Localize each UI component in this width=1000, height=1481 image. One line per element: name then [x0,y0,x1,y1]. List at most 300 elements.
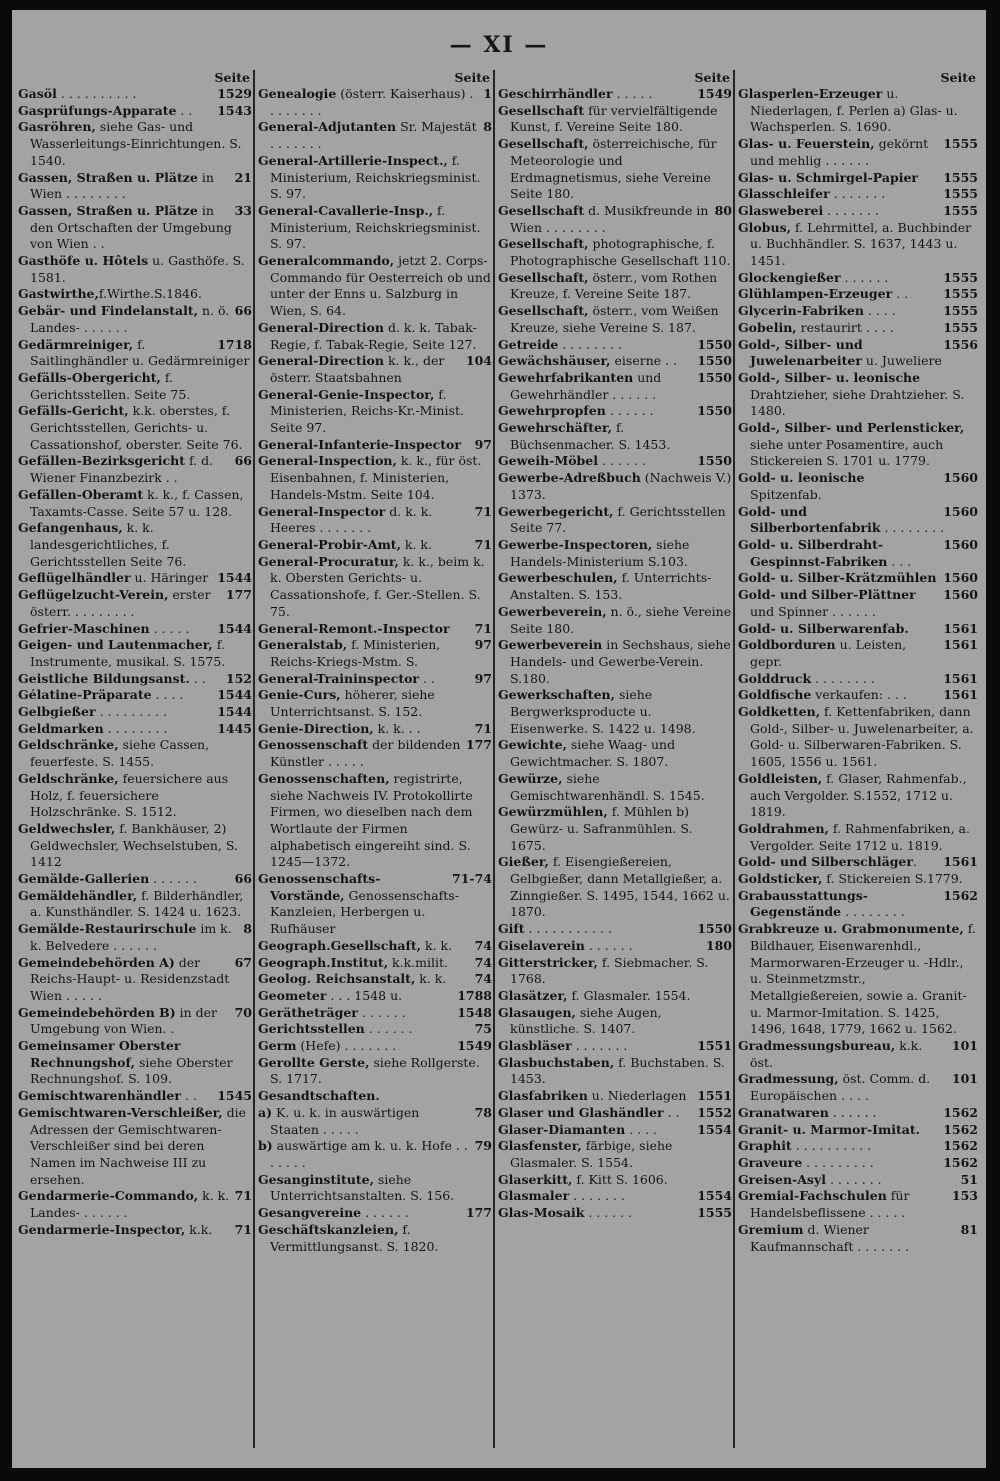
entry-term: Golddruck [738,670,812,686]
entry-term: Granatwaren [738,1104,829,1120]
index-entry [498,604,732,637]
index-entry [258,771,492,871]
entry-term: Goldrahmen, [738,820,829,836]
index-entry [258,203,492,253]
entry-page-ref: 1562 [939,888,978,905]
entry-term: Gradmessungsbureau, [738,1038,896,1054]
entry-page-ref: 1550 [693,403,732,420]
entry-term: General-Inspector [258,503,386,519]
index-entry [258,1138,492,1171]
entry-term: Gewürzmühlen, [498,804,608,820]
index-entry [18,621,252,638]
entry-page-ref: 1544 [213,570,252,587]
entry-page-ref: 1562 [939,1155,978,1172]
entry-term: Gemälde-Gallerien [18,871,150,887]
entry-text: Sr. Majestät . . . . . . . [270,119,477,152]
index-entry [18,1222,252,1239]
index-entry [738,621,978,638]
entry-term: Genie-Direction, [258,720,374,736]
entry-term: Geldschränke, [18,737,119,753]
entry-page-ref: 104 [462,353,492,370]
index-entry [18,487,252,520]
entry-page-ref: 1560 [939,570,978,587]
entry-term: Gerichtsstellen [258,1021,365,1037]
entry-term: General-Inspection, [258,453,397,469]
index-entry [258,1005,492,1022]
entry-page-ref: 1560 [939,470,978,487]
entry-term: Geldschränke, [18,770,119,786]
index-entry [18,303,252,336]
index-entry [18,687,252,704]
entry-text: siehe Gas- und Wasserleitungs-Einrichtungen. S. 1540. [30,119,242,168]
entry-page-ref: 74 [471,938,492,955]
entry-term: Gold-, Silber- u. leonische [738,369,921,385]
entry-term: Gemäldehändler, [18,887,138,903]
entry-page-ref: 71 [231,1188,252,1205]
index-entry [498,637,732,687]
entry-text: siehe Cassen, feuerfeste. S. 1455. [30,737,210,770]
index-entry [258,721,492,738]
index-entry [498,370,732,403]
entry-page-ref: 1 [479,86,492,103]
entry-term: Glasbuchstaben, [498,1054,615,1070]
index-entry [18,103,252,120]
entry-term: Graveure [738,1155,803,1170]
entry-term: Gold- u. Silberdraht-Gespinnst-Fabriken [738,536,888,569]
entry-term: Greisen-Asyl [738,1171,826,1187]
entry-term: Gefrier-Maschinen [18,620,150,636]
entry-page-ref: 1544 [213,687,252,704]
entry-text: n. ö., siehe Vereine Seite 180. [510,603,732,636]
entry-text: färbige, siehe Glasmaler. S. 1554. [510,1138,673,1170]
entry-text: K. u. k. in auswärtigen Staaten . . . . . [270,1104,420,1137]
index-entry [498,337,732,354]
entry-page-ref: 180 [702,938,732,955]
entry-text: Spitzenfab. [750,486,822,502]
index-entry [18,704,252,721]
index-entry [18,1038,252,1088]
entry-text: . . [189,670,206,686]
entry-term: Gefälls-Obergericht, [18,369,161,385]
index-column-1 [18,70,252,1448]
entry-text: k. k. [415,971,447,987]
entry-term: Glasweberei [738,202,824,218]
entry-term: a) [258,1104,273,1120]
entry-page-ref: 66 [231,453,252,470]
entry-text: f. Ministerium, Reichskriegsminist. S. 97. [270,202,481,252]
entry-page-ref: 1555 [939,186,978,203]
index-entry [498,1038,732,1055]
entry-page-ref: 1561 [939,687,978,704]
entry-term: Gedärmreiniger, [18,336,134,352]
entry-page-ref: 1788 [453,988,492,1005]
index-entry [738,570,978,587]
entry-term: Geweih-Möbel [498,453,598,469]
entry-text: und Gewehrhändler . . . . . . [510,369,662,402]
entry-text: . . . . . [149,620,190,636]
index-entry [18,403,252,453]
entry-text: f. Siebmacher. S. 1768. [510,954,709,987]
index-entry [498,771,732,804]
entry-term: Geometer [258,987,327,1003]
entry-text: f. Ministerium, Reichskriegsminist. S. 97. [270,152,481,202]
index-entry [18,286,252,303]
entry-term: Getreide [498,336,559,352]
entry-term: General-Cavallerie-Insp., [258,202,434,218]
index-entry [498,236,732,269]
index-entry [258,971,492,988]
index-entry [738,821,978,854]
entry-page-ref: 1529 [213,86,252,103]
entry-term: Gasöl [18,86,57,101]
entry-text: f. d. Wiener Finanzbezirk . . [30,453,214,486]
entry-page-ref: 1552 [693,1105,732,1122]
entry-text: . . . . [151,687,184,703]
entry-text: siehe Unterrichtsanstalten. S. 156. [270,1171,455,1204]
entry-text: . . . . . . [584,1205,633,1221]
entry-term: Gemeindebehörden A) [18,954,175,970]
index-entry [258,353,492,386]
index-entry [258,621,492,638]
entry-page-ref: 1549 [693,86,732,103]
entry-page-ref: 97 [471,437,492,454]
index-entry [738,203,978,220]
entry-term: Gold- und Silber-Plättner [738,587,916,603]
entry-page-ref: 8 [479,119,492,136]
entry-term: Grabausstattungs-Gegenstände [738,887,868,920]
entry-text: u. Häringer [130,570,209,586]
index-entry [18,737,252,770]
index-entry [258,554,492,621]
entry-page-ref: 66 [231,871,252,888]
entry-term: Geigen- und Lautenmacher, [18,637,213,653]
entry-page-ref: 1561 [939,621,978,638]
entry-term: Gendarmerie-Commando, [18,1188,199,1204]
entry-term: Glas- u. Feuerstein, [738,136,875,152]
index-entry [258,537,492,554]
entry-page-ref: 1561 [939,671,978,688]
entry-term: Gélatine-Präparate [18,687,152,703]
index-entry [498,1088,732,1105]
entry-term: Gasthöfe u. Hôtels [18,253,149,269]
entry-text: . . . . . . . . . [95,704,168,720]
index-entry [498,136,732,203]
index-entry [18,871,252,888]
index-entry [738,687,978,704]
entry-term: Geflügelzucht-Verein, [18,587,169,603]
index-entry [738,286,978,303]
entry-term: Glasschleifer [738,186,830,202]
page-number: — XI — [449,32,549,58]
entry-page-ref: 70 [231,1005,252,1022]
index-entry [498,303,732,336]
entry-page-ref: 67 [231,955,252,972]
entry-text: k. k. [400,536,432,552]
entry-page-ref: 1550 [693,453,732,470]
entry-page-ref: 97 [471,671,492,688]
entry-page-ref: 21 [231,170,252,187]
index-entry [18,771,252,821]
entry-term: Globus, [738,219,791,235]
entry-text: und Spinner . . . . . . [750,603,876,619]
entry-term: Gobelin, [738,319,797,335]
entry-text: siehe Oberster Rechnungshof. S. 109. [30,1054,233,1087]
index-entry [18,520,252,570]
entry-term: Gesellschaft [498,102,585,118]
entry-text: die Adressen der Gemischtwaren-Verschleißer sind bei deren Namen im Nachweise III zu ersehen. [30,1104,247,1187]
entry-text: siehe Handels-Ministerium S.103. [510,536,690,569]
index-entry [738,86,978,136]
entry-term: Gefällen-Bezirksgericht [18,453,185,469]
index-entry [738,537,978,570]
entry-page-ref: 1550 [693,337,732,354]
entry-term: Gewerbeverein, [498,603,607,619]
entry-page-ref: 71 [471,537,492,554]
entry-term: General-Procuratur, [258,553,399,569]
index-entry [498,270,732,303]
entry-text: im k. k. Belvedere . . . . . . [30,921,232,953]
entry-text: (Hefe) . . . . . . . [296,1038,397,1054]
index-entry [18,587,252,620]
index-entry [258,453,492,503]
entry-text: k.k.milit. [388,954,448,970]
entry-term: Glasmaler [498,1188,570,1204]
entry-term: Generalcommando, [258,253,395,269]
entry-text: u. Juweliere [861,353,942,369]
entry-term: Glaser und Glashändler [498,1104,664,1120]
entry-text: verkaufen: . . . [811,687,907,703]
entry-term: Glycerin-Fabriken [738,303,864,319]
entry-page-ref: 1554 [693,1188,732,1205]
index-entry [498,938,732,955]
index-entry [498,420,732,453]
entry-page-ref: 101 [948,1038,978,1055]
entry-term: Gefällen-Oberamt [18,486,144,502]
index-entry [498,1055,732,1088]
entry-term: Glaserkitt, [498,1171,573,1187]
entry-text: f. Ministerien, Reichs-Kr.-Minist. Seite 97. [270,386,464,436]
index-entry [18,671,252,688]
entry-text: u. Niederlagen, f. Perlen a) Glas- u. Wachsperlen. S. 1690. [750,86,958,135]
entry-page-ref: 1562 [939,1138,978,1155]
entry-text: f. Gerichtsstellen. Seite 75. [30,369,191,402]
entry-term: Gewehrfabrikanten [498,369,634,385]
column-header: Seite [940,70,976,85]
entry-text: . . . [887,553,912,569]
entry-term: General-Adjutanten [258,119,397,135]
entry-term: Geograph.Gesellschaft, [258,937,422,953]
entry-text: . . . . . . . . [841,904,905,920]
entry-term: Glasfabriken [498,1088,588,1104]
entry-text: feuersichere aus Holz, f. feuersichere Holzschränke. S. 1512. [30,770,229,820]
entry-text: auswärtige am k. u. k. Hofe . . . . . . . [270,1138,468,1170]
entry-text: . . . . . . . [829,186,886,202]
entry-page-ref: 1555 [939,286,978,303]
entry-text: . . . . . . [584,937,633,953]
entry-text: d. Musikfreunde in Wien . . . . . . . . [510,202,709,235]
entry-term: Gemeinsamer Oberster Rechnungshof, [18,1038,181,1070]
index-entry [738,871,978,888]
entry-text: photographische, f. Photographische Gesellschaft 110. [510,236,731,269]
entry-term: Genossenschafts-Vorstände, [258,871,381,903]
index-entry [738,270,978,287]
entry-term: Gewächshäuser, [498,353,611,369]
entry-term: Glasperlen-Erzeuger [738,86,883,101]
entry-page-ref: 1560 [939,537,978,554]
entry-page-ref: 71 [231,1222,252,1239]
entry-page-ref: 1545 [213,1088,252,1105]
index-entry [738,587,978,620]
index-entry [498,1188,732,1205]
entry-page-ref: 1555 [939,203,978,220]
entry-text: . . . 1548 u. [326,987,403,1003]
entry-page-ref: 79 [471,1138,492,1155]
entry-term: Graphit [738,1138,792,1154]
entry-text: k.k. öst. [750,1038,923,1070]
entry-page-ref: 1544 [213,704,252,721]
index-entry [498,470,732,503]
column-header: Seite [454,70,490,85]
entry-term: Gemälde-Restaurirschule [18,921,197,937]
index-entry [18,119,252,169]
entry-text: . . . . . . . . . [802,1155,874,1170]
entry-text: . . . . . . [840,269,889,285]
entry-text: Genossenschafts-Kanzleien, Herbergen u. Rufhäuser [270,887,459,937]
entry-page-ref: 1560 [939,504,978,521]
entry-text: k. k., beim k. k. Obersten Gerichts- u. Cassationshofe, f. Ger.-Stellen. S. 75. [270,553,485,619]
entry-term: Genealogie [258,86,337,101]
entry-text: f. Kitt S. 1606. [572,1171,668,1187]
index-entry [738,136,978,169]
entry-term: Goldfische [738,687,812,703]
entry-page-ref: 51 [957,1172,978,1189]
entry-text: u. Niederlagen [587,1088,687,1104]
entry-term: Geistliche Bildungsanst. [18,670,190,686]
entry-term: Gold- u. leonische [738,470,865,486]
entry-text: n. ö. Landes- . . . . . . [30,303,230,335]
entry-text: . . . . . . [357,1004,406,1020]
entry-text: österr., vom Weißen Kreuze, siehe Vereine S. 187. [510,303,719,335]
entry-page-ref: 1555 [939,136,978,153]
entry-term: Gold-, Silber- und Juwelenarbeiter [738,336,863,369]
entry-term: Glockengießer [738,269,841,285]
entry-text: . . . . . . . . . . . [524,921,612,937]
entry-page-ref: 1555 [693,1205,732,1222]
index-entry [258,86,492,119]
entry-text: f. Lehrmittel, a. Buchbinder u. Buchhändler. S. 1637, 1443 u. 1451. [750,219,972,269]
index-entry [738,1155,978,1172]
entry-term: General-Probir-Amt, [258,536,401,552]
index-entry [18,955,252,1005]
entry-term: Gewerbe-Adreßbuch [498,470,641,486]
entry-term: Grabkreuze u. Grabmonumente, [738,921,964,937]
entry-text: in der Umgebung von Wien. . [30,1004,218,1037]
index-entry [18,888,252,921]
entry-text: u. Gasthöfe. S. 1581. [30,253,245,285]
entry-term: Geldmarken [18,720,104,736]
entry-page-ref: 153 [948,1188,978,1205]
index-column-4 [738,70,978,1448]
index-entry [258,671,492,688]
entry-page-ref: 1550 [693,370,732,387]
index-entry [498,103,732,136]
index-entry [498,403,732,420]
entry-page-ref: 177 [462,1205,492,1222]
entry-text: k. k., f. Cassen, Taxamts-Casse. Seite 57 u. 128. [30,486,244,519]
entry-term: General-Genie-Inspector, [258,386,435,402]
entry-text: (österr. Kaiserhaus) . . . . . . . . [270,86,474,118]
entry-term: Glasätzer, [498,987,568,1003]
entry-page-ref: 33 [231,203,252,220]
entry-page-ref: 1548 [453,1005,492,1022]
entry-term: Gastwirthe, [18,286,99,302]
entry-page-ref: 71-74 [448,871,492,888]
entry-text: für vervielfältigende Kunst, f. Vereine Seite 180. [510,102,718,135]
entry-term: Gremial-Fachschulen [738,1188,887,1204]
entry-page-ref: 1555 [939,270,978,287]
index-entry [738,1188,978,1221]
index-entry [258,1172,492,1205]
index-entry [498,1205,732,1222]
entry-term: Gesellschaft, [498,269,589,285]
entry-text: . . . . . . [364,1021,413,1037]
index-entry [498,353,732,370]
entry-text: . . . . . . . . [880,520,945,536]
entry-text: . . . . . . . [823,202,879,218]
index-entry [498,570,732,603]
entry-page-ref: 71 [471,721,492,738]
index-entry [738,1122,978,1139]
entry-page-ref: 1544 [213,621,252,638]
entry-text: f. Gerichtsstellen Seite 77. [510,503,726,536]
entry-text: siehe unter Posamentire, auch Stickereien S. 1701 u. 1779. [750,436,944,469]
column-divider [253,70,255,1448]
index-entry [18,1188,252,1221]
index-entry [498,687,732,737]
entry-text: k. k. . . [373,720,421,736]
entry-term: Gendarmerie-Inspector, [18,1221,186,1237]
index-entry [258,1088,492,1105]
index-entry [18,453,252,486]
entry-page-ref: 74 [471,971,492,988]
entry-term: b) [258,1138,273,1154]
entry-page-ref: 74 [471,955,492,972]
index-entry [258,504,492,537]
entry-term: Gemischtwarenhändler [18,1088,181,1104]
index-entry [18,170,252,203]
index-entry [258,253,492,320]
entry-text: . . . . . . . . . . [791,1138,872,1154]
entry-text: f. Bilderhändler, a. Kunsthändler. S. 1424 u. 1623. [30,887,244,920]
entry-page-ref: 1561 [939,854,978,871]
index-entry [18,1005,252,1038]
entry-text: k. k., für öst. Eisenbahnen, f. Ministerien, Handels-Mstm. Seite 104. [270,453,482,502]
index-entry [738,637,978,670]
index-entry [738,888,978,921]
entry-text: restaurirt . . . . [796,319,894,335]
entry-text: Drahtzieher, siehe Drahtzieher. S. 1480. [750,386,965,419]
entry-text: siehe Rollgerste. S. 1717. [270,1054,480,1087]
entry-text: siehe Gemischtwarenhändl. S. 1545. [510,770,705,803]
entry-term: Gewerbeverein [498,637,603,653]
entry-text: erster österr. . . . . . . . . [30,587,211,619]
entry-text: . . . . . . [361,1205,409,1221]
entry-term: Genie-Curs, [258,687,341,703]
index-entry [258,1038,492,1055]
entry-term: General-Traininspector [258,670,420,686]
index-entry [258,119,492,152]
entry-term: Gewichte, [498,737,567,753]
